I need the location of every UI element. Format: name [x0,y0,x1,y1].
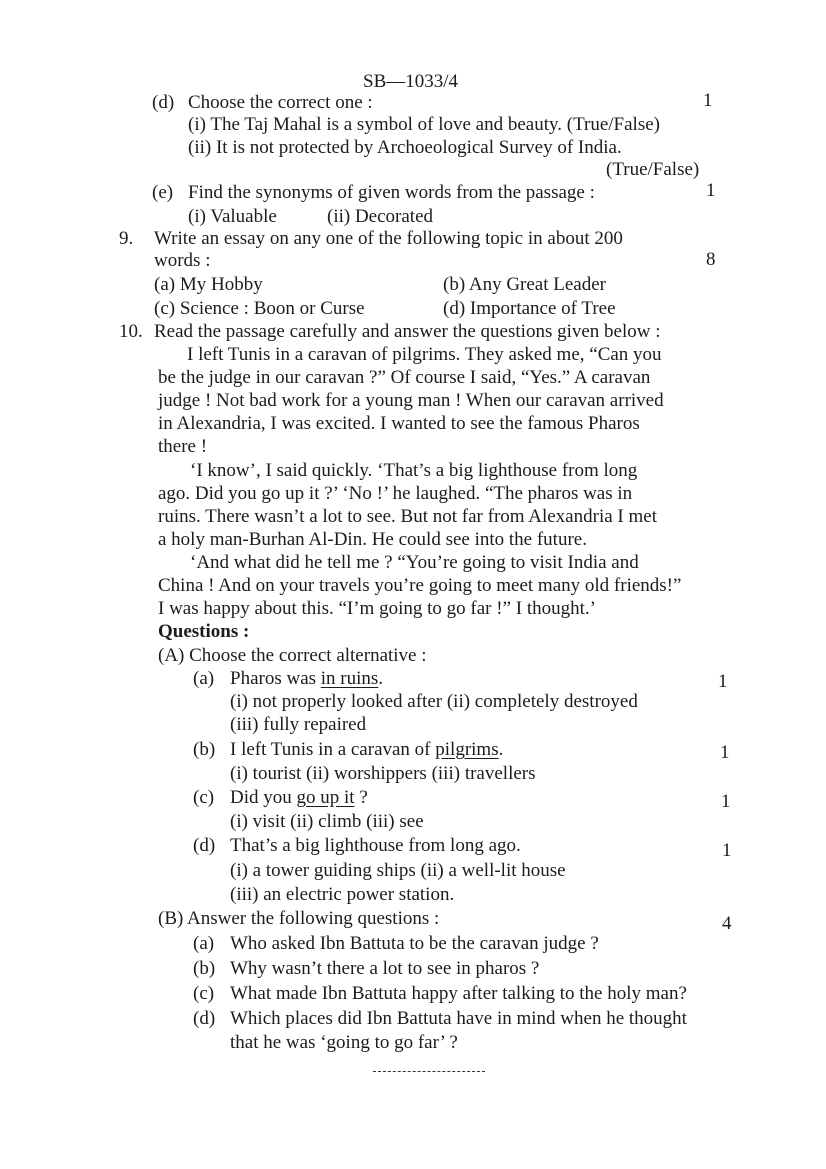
q9-line2: words : [154,250,211,271]
q8d-option-i: (i) The Taj Mahal is a symbol of love and beauty. (True/False) [188,114,660,135]
part-b-q-b-label: (b) [193,958,216,979]
part-a-heading: (A) Choose the correct alternative : [158,645,427,666]
q9-topic-c: (c) Science : Boon or Curse [154,298,365,319]
q9-number: 9. [119,228,134,249]
questions-heading [158,620,249,643]
q10-intro: Read the passage carefully and answer the questions given below : [154,321,661,342]
part-b-q-b-text: Why wasn’t there a lot to see in pharos ? [230,958,540,979]
part-a-q-a-marks: 1 [718,671,728,692]
part-b-q-d-text-2: that he was ‘going to go far’ ? [230,1032,458,1053]
part-b-q-c-label: (c) [193,983,215,1004]
q8d-option-ii: (ii) It is not protected by Archoeological Survey of India. [188,137,622,158]
part-a-q-d-text: That’s a big lighthouse from long ago. [230,835,521,856]
q8e-label: (e) [152,182,174,203]
q8d-label: (d) [152,92,175,113]
q9-topic-d: (d) Importance of Tree [443,298,616,319]
end-of-paper-divider [373,1071,485,1072]
part-a-q-a-text [230,667,383,690]
part-b-q-c-text: What made Ibn Battuta happy after talking to the holy man? [230,983,687,1004]
q8e-word-ii: (ii) Decorated [327,206,434,227]
part-b-marks: 4 [722,913,732,934]
part-a-q-b-text [230,738,503,761]
page-code: SB—1033/4 [363,71,459,92]
passage-line: judge ! Not bad work for a young man ! When our caravan arrived [158,390,664,411]
part-a-q-b-label: (b) [193,739,216,760]
part-b-q-d-text: Which places did Ibn Battuta have in mind when he thought [230,1008,687,1029]
part-a-q-c-options: (i) visit (ii) climb (iii) see [230,811,424,832]
passage-line: there ! [158,436,208,457]
q9-line1: Write an essay on any one of the following topic in about 200 [154,228,623,249]
passage-line: ‘And what did he tell me ? “You’re going to visit India and [190,552,639,573]
part-a-q-d-label: (d) [193,835,216,856]
passage-line: be the judge in our caravan ?” Of course I said, “Yes.” A caravan [158,367,651,388]
part-a-q-c-label: (c) [193,787,215,808]
q8d-marks: 1 [703,90,713,111]
passage-line: China ! And on your travels you’re going to meet many old friends!” [158,575,682,596]
part-a-q-d-marks: 1 [722,840,732,861]
part-a-q-c-text [230,786,368,809]
part-b-q-a-text: Who asked Ibn Battuta to be the caravan judge ? [230,933,599,954]
part-a-q-a-label: (a) [193,668,215,689]
passage-line: in Alexandria, I was excited. I wanted to see the famous Pharos [158,413,640,434]
part-a-q-b-marks: 1 [720,742,730,763]
q8e-text: Find the synonyms of given words from the passage : [188,182,595,203]
part-a-q-a-options: (i) not properly looked after (ii) completely destroyed [230,691,638,712]
part-b-q-d-label: (d) [193,1008,216,1029]
part-a-q-a-options-2: (iii) fully repaired [230,714,367,735]
part-a-q-b-underlined: pilgrims [435,739,499,760]
passage-line: ‘I know’, I said quickly. ‘That’s a big lighthouse from long [190,460,638,481]
part-a-q-d-options-2: (iii) an electric power station. [230,884,455,905]
part-a-q-c-marks: 1 [721,791,731,812]
q8e-word-i: (i) Valuable [188,206,277,227]
part-a-q-b-options: (i) tourist (ii) worshippers (iii) travellers [230,763,536,784]
part-a-q-b-pre: I left Tunis in a caravan of [230,739,436,760]
part-a-q-a-pre: Pharos was [230,668,321,689]
part-a-q-c-underlined: go up it [296,787,355,808]
passage-line: ago. Did you go up it ?’ ‘No !’ he laughed. “The pharos was in [158,483,633,504]
passage-line: I left Tunis in a caravan of pilgrims. They asked me, “Can you [187,344,662,365]
part-b-heading: (B) Answer the following questions : [158,908,440,929]
passage-line: I was happy about this. “I’m going to go far !” I thought.’ [158,598,596,619]
passage-line: ruins. There wasn’t a lot to see. But not far from Alexandria I met [158,506,657,527]
q9-topic-b: (b) Any Great Leader [443,274,607,295]
questions-heading-text: Questions : [158,621,250,642]
q10-number: 10. [119,321,143,342]
passage-line: a holy man-Burhan Al-Din. He could see into the future. [158,529,587,550]
part-b-q-a-label: (a) [193,933,215,954]
q9-marks: 8 [706,249,716,270]
part-a-q-c-post: ? [354,787,368,808]
part-a-q-a-post: . [378,668,384,689]
q8d-text: Choose the correct one : [188,92,373,113]
part-a-q-a-underlined: in ruins [320,668,379,689]
part-a-q-d-options: (i) a tower guiding ships (ii) a well-lit house [230,860,566,881]
q9-topic-a: (a) My Hobby [154,274,263,295]
part-a-q-b-post: . [498,739,504,760]
q8d-option-ii-truefalse: (True/False) [606,159,700,180]
q8e-marks: 1 [706,180,716,201]
part-a-q-c-pre: Did you [230,787,297,808]
